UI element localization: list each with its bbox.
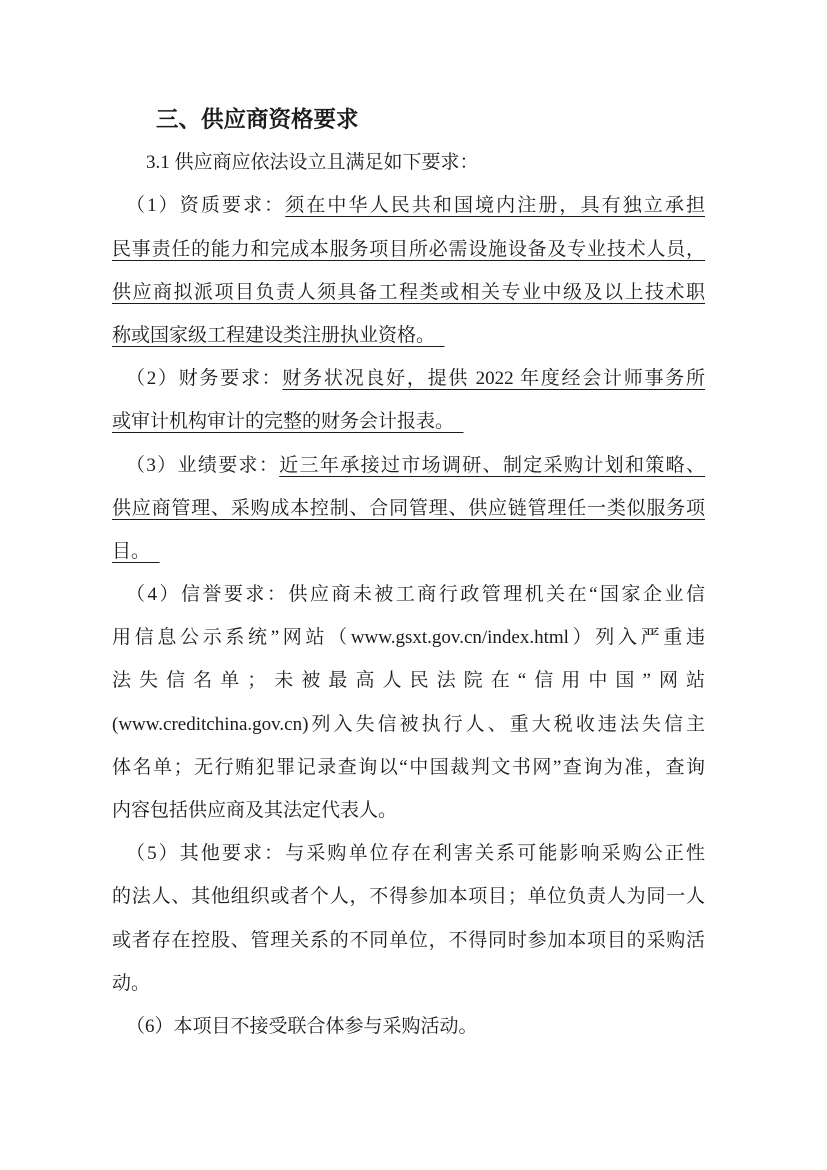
text-line [112, 832, 705, 875]
text-run: （1）资质要求： [126, 195, 286, 217]
text-run: 3.1 供应商应依法设立且满足如下要求： [146, 152, 479, 174]
underlined-text-run: 近三年承接过市场调研、制定采购计划和策略、 [279, 454, 705, 476]
text-run: (www.creditchina.gov.cn)列入失信被执行人、重大税收违法失信主 [112, 713, 705, 735]
text-run: 动。 [112, 972, 151, 994]
text-line [112, 141, 705, 184]
underlined-text-run: 目。 [112, 540, 160, 562]
text-line [112, 228, 705, 271]
text-line [112, 919, 705, 962]
underlined-text-run: 供应商管理、采购成本控制、合同管理、供应链管理任一类似服务项 [112, 497, 705, 519]
underlined-text-run: 财务状况良好，提供 2022 年度经会计师事务所 [282, 368, 705, 390]
underlined-text-run: 民事责任的能力和完成本服务项目所必需设施设备及专业技术人员， [112, 238, 705, 260]
text-line [112, 746, 705, 789]
section-heading [112, 98, 705, 141]
text-run: 用信息公示系统”网站（www.gsxt.gov.cn/index.html）列入严重违 [112, 627, 705, 649]
text-run: 或者存在控股、管理关系的不同单位，不得同时参加本项目的采购活 [112, 929, 705, 951]
text-line [112, 530, 705, 573]
text-line [112, 1005, 705, 1048]
text-run: 体名单；无行贿犯罪记录查询以“中国裁判文书网”查询为准，查询 [112, 756, 705, 778]
text-run: （2）财务要求： [126, 368, 283, 390]
text-line [112, 659, 705, 702]
text-run: （4）信誉要求：供应商未被工商行政管理机关在“国家企业信 [126, 584, 705, 606]
text-line [112, 616, 705, 659]
text-line [112, 573, 705, 616]
underlined-text-run: 供应商拟派项目负责人须具备工程类或相关专业中级及以上技术职 [112, 281, 705, 303]
text-line [112, 357, 705, 400]
text-line [112, 271, 705, 314]
text-run: （3）业绩要求： [126, 454, 280, 476]
text-run: 法失信名单；未被最高人民法院在“信用中国”网站 [112, 670, 705, 692]
text-run: 三、供应商资格要求 [156, 107, 359, 132]
underlined-text-run: 称或国家级工程建设类注册执业资格。 [112, 324, 445, 346]
text-line [112, 875, 705, 918]
text-run: 的法人、其他组织或者个人，不得参加本项目；单位负责人为同一人 [112, 886, 705, 908]
text-line [112, 789, 705, 832]
document-body [112, 98, 705, 1048]
text-line [112, 444, 705, 487]
underlined-text-run: 须在中华人民共和国境内注册，具有独立承担 [285, 195, 705, 217]
text-run: （6）本项目不接受联合体参与采购活动。 [126, 1015, 478, 1037]
text-line [112, 487, 705, 530]
text-line [112, 184, 705, 227]
text-line [112, 703, 705, 746]
underlined-text-run: 或审计机构审计的完整的财务会计报表。 [112, 411, 464, 433]
text-run: 内容包括供应商及其法定代表人。 [112, 800, 398, 821]
text-line [112, 314, 705, 357]
text-line [112, 962, 705, 1005]
text-run: （5）其他要求：与采购单位存在利害关系可能影响采购公正性 [126, 843, 705, 865]
text-line [112, 400, 705, 443]
